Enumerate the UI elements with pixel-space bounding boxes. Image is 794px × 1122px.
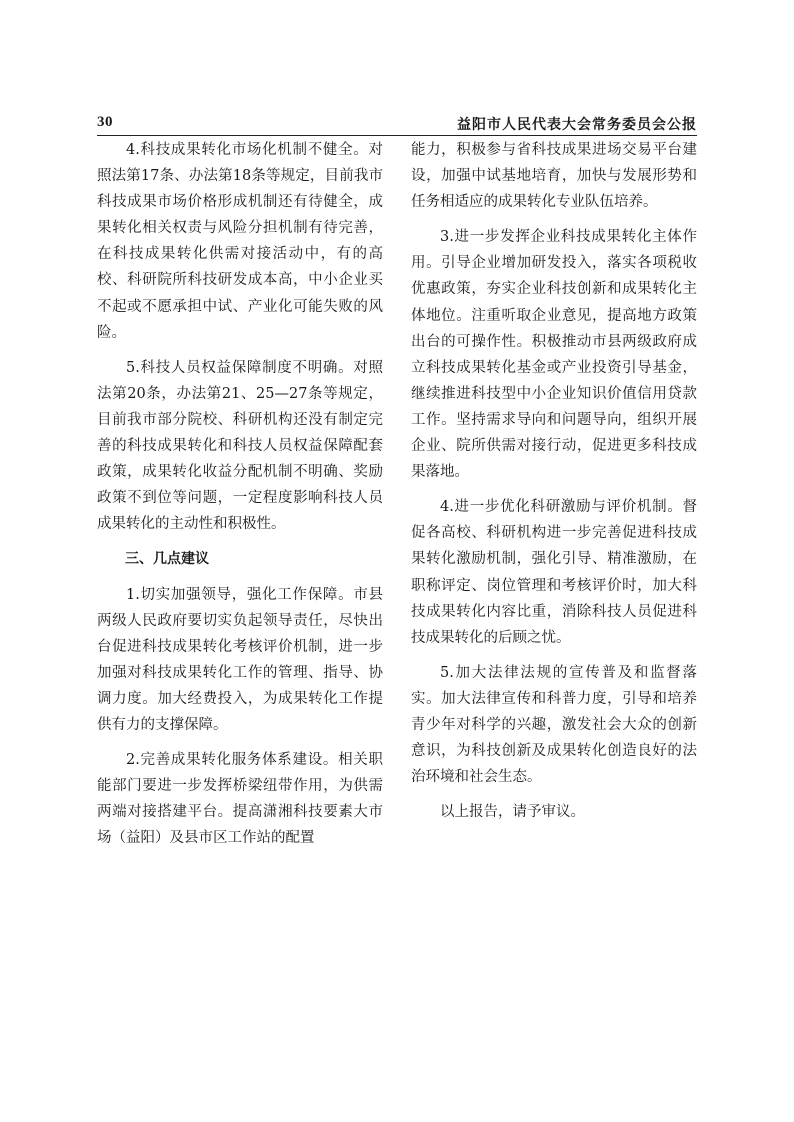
paragraph-personnel-rights: 5.科技人员权益保障制度不明确。对照法第20条，办法第21、25—27条等规定，目前我市部分院校、科研机构还没有制定完善的科技成果转化和科技人员权益保障配套政策，成果转化收益分配机制不明确、奖励政策不到位等问题，一定程度影响科技人员成果转化的主动性和积极性。: [97, 359, 383, 533]
paragraph-closing: 以上报告，请予审议。: [440, 804, 585, 821]
journal-title: 益阳市人民代表大会常务委员会公报: [457, 117, 697, 133]
page-header: [97, 112, 697, 134]
paragraph-incentive-mechanism: 4.进一步优化科研激励与评价机制。督促各高校、科研机构进一步完善促进科技成果转化激励机制，强化引导、精准激励，在职称评定、岗位管理和考核评价时，加大科技成果转化内容比重，消除科技人员促进科技成果转化的后顾之忧。: [411, 499, 697, 646]
paragraph-service-system-continued: 能力，积极参与省科技成果进场交易平台建设，加强中试基地培育，加快与发展形势和任务相适应的成果转化专业队伍培养。: [411, 142, 697, 211]
paragraph-enterprise-role: 3.进一步发挥企业科技成果转化主体作用。引导企业增加研发投入，落实各项税收优惠政策，夯实企业科技创新和成果转化主体地位。注重听取企业意见，提高地方政策出台的可操作性。积极推动市县两级政府成立科技成果转化基金或产业投资引导基金，继续推进科技型中小企业知识价值信用贷款工作。坚持需求导向和问题导向，组织开展企业、院所供需对接行动，促进更多科技成果落地。: [411, 229, 697, 481]
paragraph-strengthen-leadership: 1.切实加强领导，强化工作保障。市县两级人民政府要切实负起领导责任，尽快出台促进科技成果转化考核评价机制，进一步加强对科技成果转化工作的管理、指导、协调力度。加大经费投入，为成果转化工作提供有力的支撑保障。: [97, 586, 383, 733]
header-rule: [97, 135, 697, 136]
paragraph-service-system: 2.完善成果转化服务体系建设。相关职能部门要进一步发挥桥梁纽带作用，为供需两端对接搭建平台。提高潇湘科技要素大市场（益阳）及县市区工作站的配置: [97, 752, 383, 847]
paragraph-market-mechanism: 4.科技成果转化市场化机制不健全。对照法第17条、办法第18条等规定，目前我市科技成果市场价格形成机制还有待健全，成果转化相关权责与风险分担机制有待完善，在科技成果转化供需对接活动中，有的高校、科研院所科技研发成本高，中小企业买不起或不愿承担中试、产业化可能失败的风险。: [97, 142, 383, 341]
right-column: [411, 137, 697, 834]
page-number: 30: [97, 114, 113, 130]
section-heading-suggestions: 三、几点建议: [125, 551, 209, 568]
paragraph-legal-publicity: 5.加大法律法规的宣传普及和监督落实。加大法律宣传和科普力度，引导和培养青少年对科学的兴趣，激发社会大众的创新意识，为科技创新及成果转化创造良好的法治环境和社会生态。: [411, 664, 697, 786]
left-column: [97, 137, 383, 860]
